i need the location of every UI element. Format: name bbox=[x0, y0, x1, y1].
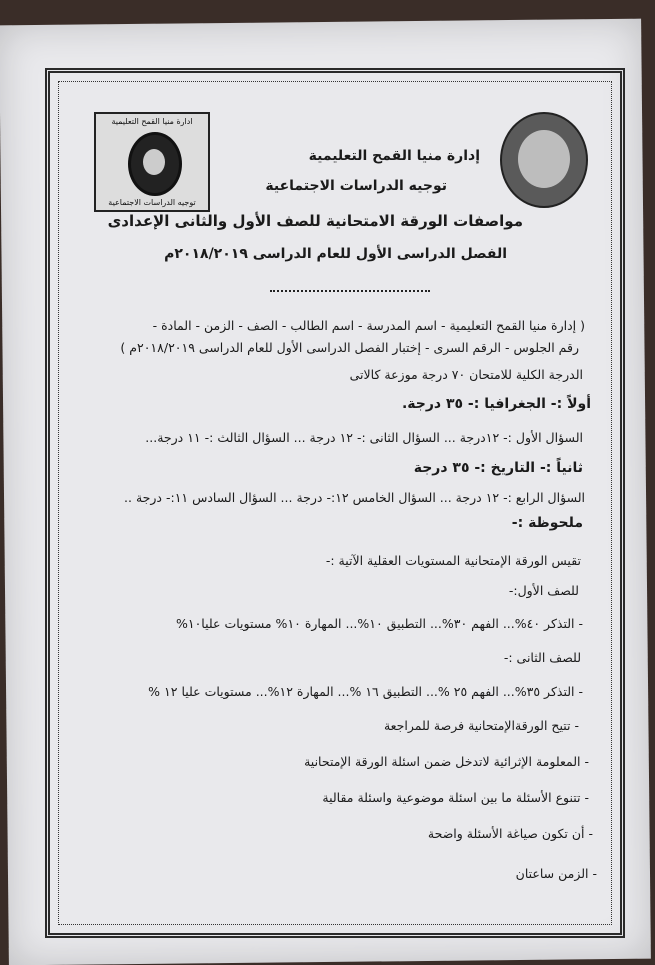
total-marks: الدرجة الكلية للامتحان ٧٠ درجة موزعة كالاتى bbox=[349, 367, 583, 382]
note-item-clarity: - أن تكون صياغة الأسئلة واضحة bbox=[427, 826, 593, 841]
geography-heading: أولاً :- الجغرافيا :- ٣٥ درجة. bbox=[401, 396, 591, 412]
separator-dots bbox=[270, 290, 430, 292]
levels-intro: تقيس الورقة الإمتحانية المستويات العقلية الآتية :- bbox=[325, 553, 581, 568]
term-line: الفصل الدراسى الأول للعام الدراسى ٢٠١٨/٢٠١٩م bbox=[164, 246, 507, 262]
notes-heading: ملحوظة :- bbox=[511, 515, 583, 531]
note-item-review: - تتيح الورقةالإمتحانية فرصة للمراجعة bbox=[383, 718, 579, 733]
logo-text-bottom: توجيه الدراسات الاجتماعية bbox=[108, 198, 196, 207]
geography-questions: السؤال الأول :- ١٢درجة ... السؤال الثانى :- ١٢ درجة ... السؤال الثالث :- ١١ درجة... bbox=[145, 430, 583, 445]
note-item-question-types: - تتنوع الأسئلة ما بين اسئلة موضوعية واسئلة مقالية bbox=[322, 790, 589, 805]
logo-text-top: ادارة منيا القمح التعليمية bbox=[111, 117, 193, 126]
grade1-levels: - التذكر ٤٠%... الفهم ٣٠%... التطبيق ١٠%... المهارة ١٠% مستويات عليا١٠% bbox=[175, 616, 583, 631]
admin-line: إدارة منيا القمح التعليمية bbox=[308, 148, 480, 164]
grade2-label: للصف الثانى :- bbox=[503, 650, 581, 665]
intro-line-1: ( إدارة منيا القمح التعليمية - اسم المدرسة - اسم الطالب - الصف - الزمن - المادة - bbox=[152, 318, 585, 333]
grade2-levels: - التذكر ٣٥%... الفهم ٢٥ %... التطبيق ١٦ %... المهارة ١٢%... مستويات عليا ١٢ % bbox=[148, 684, 583, 699]
history-questions: السؤال الرابع :- ١٢ درجة ... السؤال الخامس ١٢:- درجة ... السؤال السادس ١١:- درجة .. bbox=[124, 490, 585, 505]
page-title: مواصفات الورقة الامتحانية للصف الأول والثانى الإعدادى bbox=[107, 212, 523, 230]
department-line: توجيه الدراسات الاجتماعية bbox=[265, 178, 447, 194]
note-item-enrichment: - المعلومة الإثرائية لاتدخل ضمن اسئلة الورقة الإمتحانية bbox=[304, 754, 589, 769]
note-item-duration: - الزمن ساعتان bbox=[515, 866, 597, 881]
logo-emblem-icon bbox=[128, 132, 182, 196]
social-studies-logo bbox=[94, 112, 210, 212]
history-heading: ثانياً :- التاريخ :- ٣٥ درجة bbox=[413, 460, 583, 476]
ministry-seal-icon bbox=[500, 112, 588, 208]
intro-line-2: رقم الجلوس - الرقم السرى - إختبار الفصل الدراسى الأول للعام الدراسى ٢٠١٨/٢٠١٩م ) bbox=[120, 340, 579, 355]
grade1-label: للصف الأول:- bbox=[508, 583, 579, 598]
